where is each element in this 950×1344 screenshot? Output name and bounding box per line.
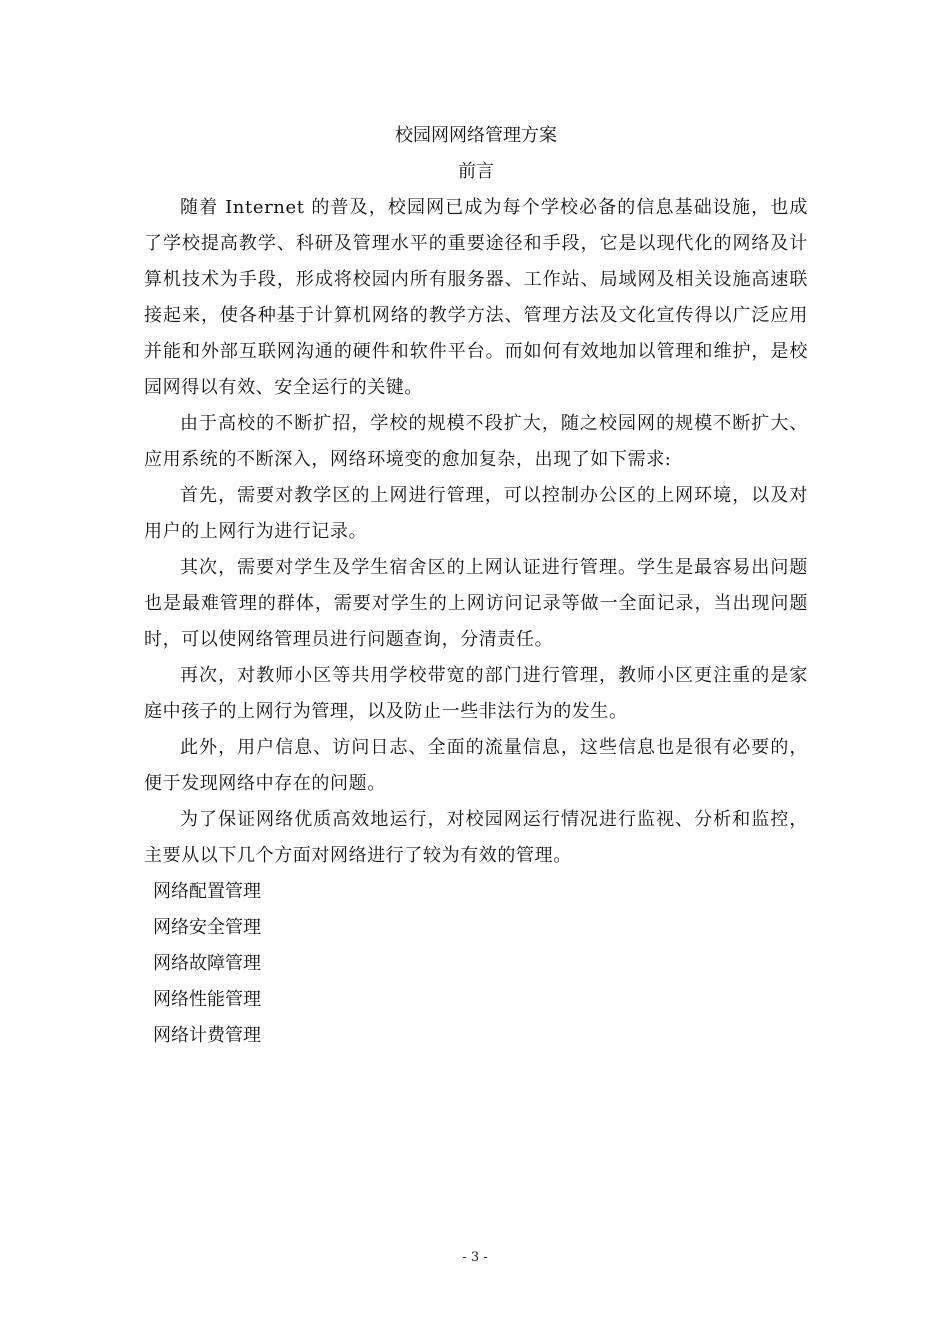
list-item-security: 网络安全管理 bbox=[153, 917, 261, 938]
paragraph-growth: 由于高校的不断扩招，学校的规模不段扩大，随之校园网的规模不断扩大、应用系统的不断深入，网络环境变的愈加复杂，出现了如下需求: bbox=[144, 413, 808, 470]
list-item-accounting: 网络计费管理 bbox=[153, 1025, 261, 1046]
page-number: - 3 - bbox=[462, 1250, 488, 1265]
document-title: 校园网网络管理方案 bbox=[395, 125, 557, 146]
paragraph-third-need: 再次，对教师小区等共用学校带宽的部门进行管理，教师小区更注重的是家庭中孩子的上网行为管理，以及防止一些非法行为的发生。 bbox=[144, 665, 808, 722]
paragraph-second-need: 其次，需要对学生及学生宿舍区的上网认证进行管理。学生是最容易出问题也是最难管理的群体，需要对学生的上网访问记录等做一全面记录，当出现问题时，可以使网络管理员进行问题查询，分清责任。 bbox=[144, 557, 808, 650]
paragraph-intro: 随着 Internet 的普及，校园网已成为每个学校必备的信息基础设施，也成了学校提高教学、科研及管理水平的重要途径和手段，它是以现代化的网络及计算机技术为手段，形成将校园内所有服务器、工作站、局域网及相关设施高速联接起来，使各种基于计算机网络的教学方法、管理方法及文化宣传得以广泛应用并能和外部互联网沟通的硬件和软件平台。而如何有效地加以管理和维护，是校园网得以有效、安全运行的关键。 bbox=[144, 197, 808, 398]
paragraph-additional-need: 此外，用户信息、访问日志、全面的流量信息，这些信息也是很有必要的，便于发现网络中存在的问题。 bbox=[144, 737, 808, 794]
management-aspects-list bbox=[144, 874, 808, 1054]
paragraph-management-aspects: 为了保证网络优质高效地运行，对校园网运行情况进行监视、分析和监控，主要从以下几个方面对网络进行了较为有效的管理。 bbox=[144, 809, 808, 866]
document-body bbox=[144, 118, 808, 1054]
paragraph-first-need: 首先，需要对教学区的上网进行管理，可以控制办公区的上网环境，以及对用户的上网行为进行记录。 bbox=[144, 485, 808, 542]
list-item-performance: 网络性能管理 bbox=[153, 989, 261, 1010]
section-heading-preface: 前言 bbox=[458, 161, 494, 182]
list-item-fault: 网络故障管理 bbox=[153, 953, 261, 974]
list-item-config: 网络配置管理 bbox=[153, 881, 261, 902]
